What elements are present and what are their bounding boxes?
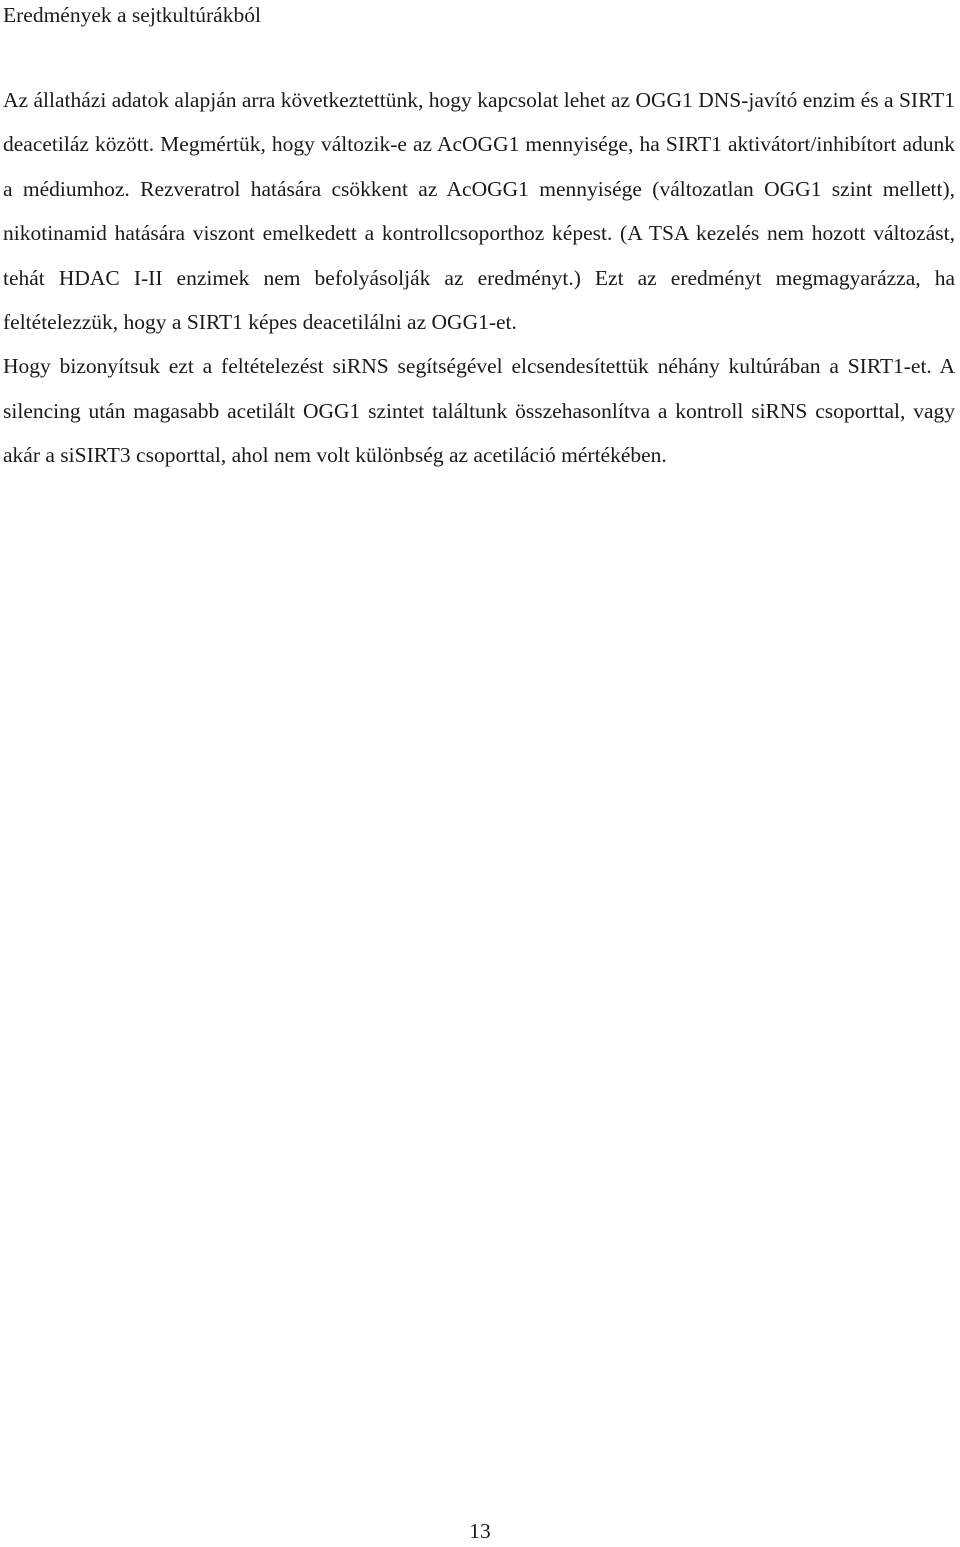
paragraph-1: Az állatházi adatok alapján arra következtettünk, hogy kapcsolat lehet az OGG1 DNS-javító enzim és a SIRT1 deacetiláz között. Megmértük, hogy változik-e az AcOGG1 mennyisége, ha SIRT1 aktivátort/inhibítort adunk a médiumhoz. Rezveratrol hatására csökkent az AcOGG1 mennyisége (változatlan OGG1 szint mellett), nikotinamid hatására viszont emelkedett a kontrollcsoporthoz képest. (A TSA kezelés nem hozott változást, tehát HDAC I-II enzimek nem befolyásolják az eredményt.) Ezt az eredményt megmagyarázza, ha feltételezzük, hogy a SIRT1 képes deacetilálni az OGG1-et. bbox=[3, 88, 955, 335]
paragraph-2: Hogy bizonyítsuk ezt a feltételezést siRNS segítségével elcsendesítettük néhány kultúrában a SIRT1-et. A silencing után magasabb acetilált OGG1 szintet találtunk összehasonlítva a kontroll siRNS csoporttal, vagy akár a siSIRT3 csoporttal, ahol nem volt különbség az acetiláció mértékében. bbox=[3, 354, 955, 468]
body-text bbox=[3, 78, 955, 478]
section-heading: Eredmények a sejtkultúrákból bbox=[3, 3, 261, 27]
page-number: 13 bbox=[469, 1519, 491, 1543]
